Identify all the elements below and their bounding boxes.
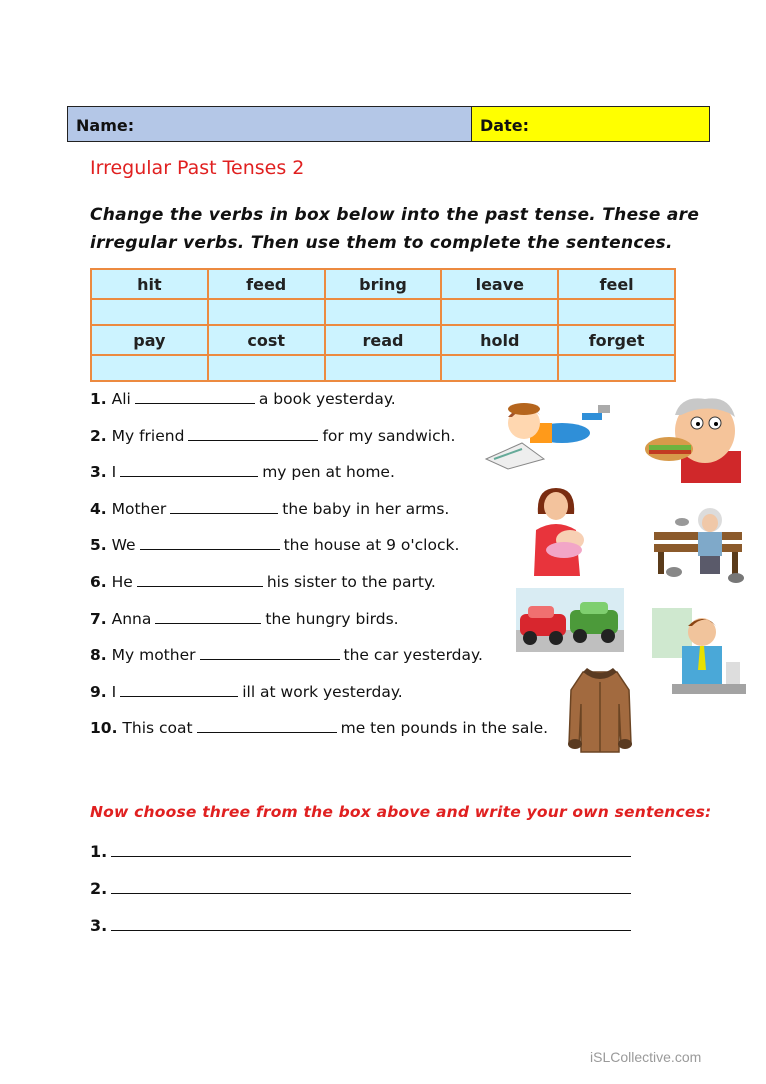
answer-blank[interactable] [120, 462, 258, 477]
sentence-number: 4. [90, 499, 107, 518]
answer-cell[interactable] [208, 299, 325, 325]
verb-cell: hold [441, 325, 558, 355]
sentence-item [90, 462, 548, 499]
instructions: Change the verbs in box below into the past tense. These are irregular verbs. Then use them to complete the sentences. [90, 205, 700, 253]
sentence-end: the hungry birds. [265, 609, 399, 628]
answer-cell[interactable] [325, 355, 442, 381]
date-field[interactable]: Date: [472, 107, 709, 141]
own-sentence-line [90, 842, 631, 861]
name-field[interactable]: Name: [68, 107, 472, 141]
sentence-item [90, 645, 548, 682]
answer-cell[interactable] [91, 355, 208, 381]
sentence-end: ill at work yesterday. [242, 682, 403, 701]
verb-cell: feel [558, 269, 675, 299]
own-sentences-instruction: Now choose three from the box above and write your own sentences: [90, 803, 712, 821]
sentence-start: Anna [111, 609, 152, 628]
sentence-start: My mother [111, 646, 196, 665]
sentence-start: I [111, 682, 117, 701]
write-line[interactable] [111, 842, 631, 857]
answer-blank[interactable] [188, 426, 318, 441]
sentence-end: me ten pounds in the sale. [340, 719, 549, 738]
verb-cell: leave [441, 269, 558, 299]
answer-blank[interactable] [200, 645, 340, 660]
sentence-end: his sister to the party. [266, 572, 436, 591]
answer-cell[interactable] [441, 299, 558, 325]
answer-blank[interactable] [197, 718, 337, 733]
sentence-end: the car yesterday. [343, 646, 483, 665]
sentence-start: I [111, 463, 117, 482]
sick-man-at-work-illustration [652, 608, 746, 700]
verb-cell: read [325, 325, 442, 355]
verb-cell: hit [91, 269, 208, 299]
answer-blank[interactable] [135, 389, 255, 404]
verb-cell: feed [208, 269, 325, 299]
answer-cell[interactable] [325, 299, 442, 325]
sentence-list [90, 389, 548, 755]
sentence-number: 1. [90, 390, 107, 408]
man-eating-sandwich-illustration [645, 393, 743, 483]
sentence-item [90, 535, 548, 572]
sentence-end: the house at 9 o'clock. [283, 536, 460, 555]
sentence-item [90, 499, 548, 536]
answer-blank[interactable] [120, 682, 238, 697]
car-crash-illustration [516, 588, 624, 652]
sentence-number: 10. [90, 719, 118, 738]
sentence-number: 3. [90, 463, 107, 482]
sentence-item [90, 572, 548, 609]
sentence-number: 2. [90, 426, 107, 445]
watermark: iSLCollective.com [590, 1049, 702, 1065]
sentence-end: a book yesterday. [258, 390, 396, 408]
boy-reading-illustration [482, 393, 612, 471]
woman-feeding-birds-illustration [652, 500, 746, 586]
answer-cell[interactable] [441, 355, 558, 381]
verb-cell: bring [325, 269, 442, 299]
sentence-number: 5. [90, 536, 107, 555]
answer-cell[interactable] [91, 299, 208, 325]
own-sentence-number: 1. [90, 842, 108, 861]
sentence-item [90, 389, 548, 426]
answer-blank[interactable] [170, 499, 278, 514]
answer-blank[interactable] [155, 609, 261, 624]
sentence-item [90, 682, 548, 719]
sentence-start: Ali [111, 390, 131, 408]
answer-blank[interactable] [140, 535, 280, 550]
answer-cell[interactable] [558, 355, 675, 381]
own-sentence-line [90, 879, 631, 898]
verb-cell: pay [91, 325, 208, 355]
verb-cell: forget [558, 325, 675, 355]
own-sentence-line [90, 916, 631, 935]
sentence-end: the baby in her arms. [282, 499, 450, 518]
sentence-start: This coat [122, 719, 193, 738]
sentence-end: my pen at home. [262, 463, 395, 482]
write-line[interactable] [111, 916, 631, 931]
name-date-header [67, 106, 710, 142]
answer-cell[interactable] [558, 299, 675, 325]
write-line[interactable] [111, 879, 631, 894]
mother-holding-baby-illustration [530, 484, 590, 576]
coat-illustration [567, 664, 633, 754]
sentence-number: 7. [90, 609, 107, 628]
sentence-item [90, 426, 548, 463]
verb-cell: cost [208, 325, 325, 355]
worksheet-title: Irregular Past Tenses 2 [90, 157, 305, 179]
answer-blank[interactable] [137, 572, 263, 587]
sentence-start: He [111, 572, 133, 591]
verb-table [90, 268, 676, 382]
sentence-start: Mother [111, 499, 167, 518]
own-sentence-number: 3. [90, 916, 108, 935]
sentence-number: 6. [90, 572, 107, 591]
sentence-end: for my sandwich. [322, 426, 456, 445]
sentence-item [90, 609, 548, 646]
own-sentence-number: 2. [90, 879, 108, 898]
sentence-number: 9. [90, 682, 107, 701]
sentence-start: My friend [111, 426, 185, 445]
answer-cell[interactable] [208, 355, 325, 381]
sentence-item [90, 718, 548, 755]
sentence-start: We [111, 536, 136, 555]
sentence-number: 8. [90, 646, 107, 665]
